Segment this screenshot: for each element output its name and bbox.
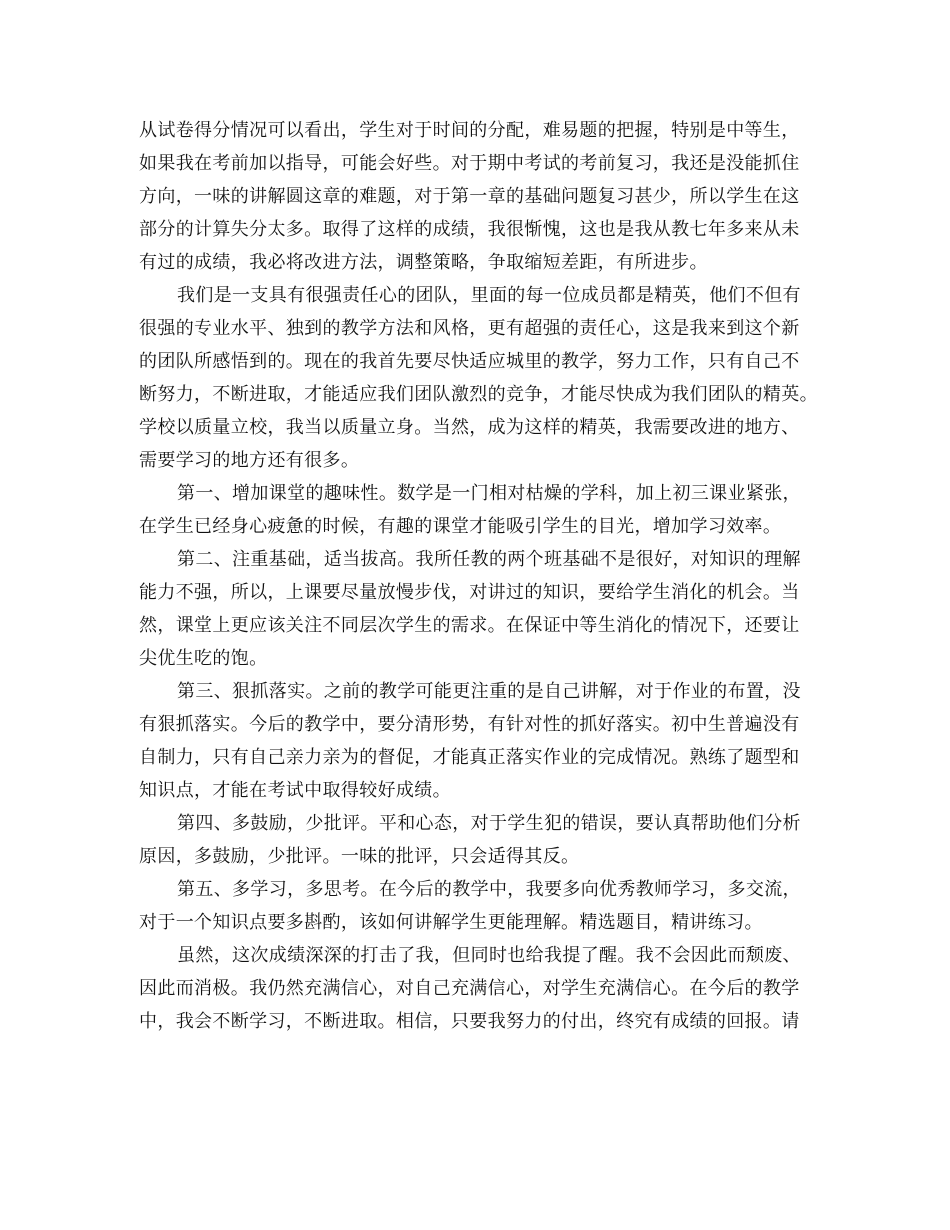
text-line: 知识点，才能在考试中取得较好成绩。 [139, 780, 451, 801]
text-line: 有狠抓落实。今后的教学中，要分清形势，有针对性的抓好落实。初中生普遍没有 [139, 714, 800, 735]
text-line: 的团队所感悟到的。现在的我首先要尽快适应城里的教学，努力工作，只有自己不 [139, 351, 800, 372]
text-line: 断努力，不断进取，才能适应我们团队激烈的竞争，才能尽快成为我们团队的精英。 [139, 384, 818, 405]
paragraph-first-line: 第一、增加课堂的趣味性。数学是一门相对枯燥的学科，加上初三课业紧张， [177, 483, 801, 504]
text-line: 自制力，只有自己亲力亲为的督促，才能真正落实作业的完成情况。熟练了题型和 [139, 747, 800, 768]
text-line: 因此而消极。我仍然充满信心，对自己充满信心，对学生充满信心。在今后的教学 [139, 978, 800, 999]
paragraph-first-line: 虽然，这次成绩深深的打击了我，但同时也给我提了醒。我不会因此而颓废、 [177, 945, 801, 966]
text-line: 需要学习的地方还有很多。 [139, 450, 360, 471]
text-line: 很强的专业水平、独到的教学方法和风格，更有超强的责任心，这是我来到这个新 [139, 318, 800, 339]
text-line: 然，课堂上更应该关注不同层次学生的需求。在保证中等生消化的情况下，还要让 [139, 615, 800, 636]
text-line: 如果我在考前加以指导，可能会好些。对于期中考试的考前复习，我还是没能抓住 [139, 153, 800, 174]
text-line: 部分的计算失分太多。取得了这样的成绩，我很惭愧，这也是我从教七年多来从未 [139, 219, 800, 240]
text-line: 有过的成绩，我必将改进方法，调整策略，争取缩短差距，有所进步。 [139, 252, 708, 273]
text-line: 中，我会不断学习，不断进取。相信，只要我努力的付出，终究有成绩的回报。请 [139, 1011, 800, 1032]
text-line: 对于一个知识点要多斟酌，该如何讲解学生更能理解。精选题目，精讲练习。 [139, 912, 763, 933]
text-line: 在学生已经身心疲惫的时候，有趣的课堂才能吸引学生的目光，增加学习效率。 [139, 516, 782, 537]
paragraph-first-line: 第三、狠抓落实。之前的教学可能更注重的是自己讲解，对于作业的布置，没 [177, 681, 801, 702]
paragraph-first-line: 我们是一支具有很强责任心的团队，里面的每一位成员都是精英，他们不但有 [177, 285, 801, 306]
text-line: 尖优生吃的饱。 [139, 648, 268, 669]
text-line: 从试卷得分情况可以看出，学生对于时间的分配，难易题的把握，特别是中等生， [139, 120, 800, 141]
paragraph-first-line: 第四、多鼓励，少批评。平和心态，对于学生犯的错误，要认真帮助他们分析 [177, 813, 801, 834]
text-line: 学校以质量立校，我当以质量立身。当然，成为这样的精英，我需要改进的地方、 [139, 417, 800, 438]
paragraph-first-line: 第二、注重基础，适当拔高。我所任教的两个班基础不是很好，对知识的理解 [177, 549, 801, 570]
paragraph-first-line: 第五、多学习，多思考。在今后的教学中，我要多向优秀教师学习，多交流， [177, 879, 801, 900]
document-body [139, 114, 829, 1038]
text-line: 方向，一味的讲解圆这章的难题，对于第一章的基础问题复习甚少，所以学生在这 [139, 186, 800, 207]
text-line: 原因，多鼓励，少批评。一味的批评，只会适得其反。 [139, 846, 580, 867]
text-line: 能力不强，所以，上课要尽量放慢步伐，对讲过的知识，要给学生消化的机会。当 [139, 582, 800, 603]
